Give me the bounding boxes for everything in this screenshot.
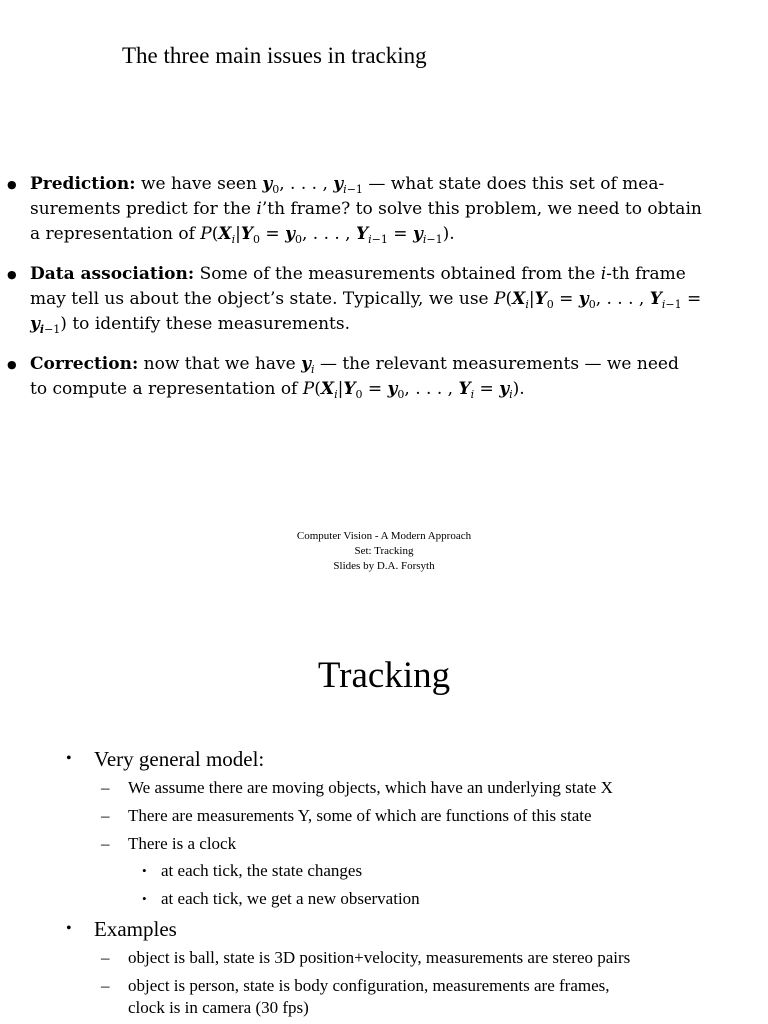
- text: surements predict for the: [30, 199, 251, 219]
- text: a representation of: [30, 224, 195, 244]
- text: clock is in camera (30 fps): [128, 998, 309, 1017]
- text: Some of the measurements obtained from the: [199, 264, 596, 284]
- text: to identify these measurements.: [72, 314, 351, 334]
- slide-footer: [0, 529, 768, 574]
- text: object is person, state is body configuration, measurements are frames,: [128, 976, 610, 995]
- bullet-general-model: [66, 747, 265, 771]
- data-association-label: Data association:: [30, 264, 195, 284]
- footer-line: Slides by D.A. Forsyth: [333, 560, 435, 572]
- bullet-icon: ●: [7, 268, 17, 281]
- text: we have seen: [140, 174, 257, 194]
- dash-icon: –: [101, 834, 110, 853]
- sub-bullet: [101, 777, 613, 799]
- text: — the relevant measurements — we need: [319, 354, 679, 374]
- math: y: [262, 174, 273, 194]
- slide-title: Tracking: [317, 655, 451, 696]
- text: to compute a representation of: [30, 379, 298, 399]
- sub-bullet-continuation: [128, 997, 309, 1019]
- text: We assume there are moving objects, which have an underlying state X: [128, 778, 613, 797]
- data-association-line-2: may tell us about the object’s state. Typically, we use $P(X_i|Y_0 = y_0$, . . . , $Y_{i-1}$ =: [30, 289, 702, 311]
- prediction-label: Prediction:: [30, 174, 136, 194]
- correction-label: Correction:: [30, 354, 139, 374]
- prediction-line-2: surements predict for the i’th frame? to solve this problem, we need to obtain: [30, 199, 702, 219]
- sub-bullet: [101, 805, 592, 827]
- correction-line-2: to compute a representation of $P(X_i|Y_0 = y_0$, . . . , $Y_i = y_i$).: [30, 379, 525, 401]
- text: Very general model:: [94, 747, 265, 771]
- text: Examples: [94, 917, 177, 941]
- prediction-line-3: a representation of $P(X_i|Y_0 = y_0$, . . . , $Y_{i-1} = y_{i-1}$).: [30, 224, 455, 246]
- bullet-icon: •: [142, 863, 147, 878]
- data-association-line-3: $y_{i-1}$) to identify these measurements.: [30, 314, 351, 336]
- dash-icon: –: [101, 948, 110, 967]
- bullet-icon: •: [66, 750, 72, 767]
- sub-bullet: [101, 975, 610, 997]
- bullet-icon: •: [66, 920, 72, 937]
- text: at each tick, the state changes: [161, 861, 363, 880]
- sub-bullet: [101, 947, 631, 969]
- text: There is a clock: [128, 834, 237, 853]
- footer-line: Set: Tracking: [354, 545, 414, 557]
- text: -th frame: [606, 264, 686, 284]
- bullet-icon: ●: [7, 178, 17, 191]
- bullet-icon: •: [142, 891, 147, 906]
- data-association-line-1: Data association: Some of the measurements obtained from the i-th frame: [30, 264, 686, 284]
- prediction-line-1: Prediction: we have seen $y_0$, . . . , $y_{i-1}$ — what state does this set of mea-: [30, 174, 665, 196]
- bullet-examples: [66, 917, 177, 941]
- sub-sub-bullet: [142, 860, 363, 882]
- bullet-icon: ●: [7, 358, 17, 371]
- text: at each tick, we get a new observation: [161, 889, 420, 908]
- sub-sub-bullet: [142, 888, 420, 910]
- sub-bullet: [101, 833, 237, 855]
- dash-icon: –: [101, 806, 110, 825]
- correction-line-1: Correction: now that we have $y_i$ — the relevant measurements — we need: [30, 354, 679, 376]
- dash-icon: –: [101, 778, 110, 797]
- text: — what state does this set of mea-: [368, 174, 665, 194]
- slide-title: The three main issues in tracking: [122, 43, 427, 68]
- math: y: [333, 174, 344, 194]
- text: ’th frame? to solve this problem, we need to obtain: [261, 199, 702, 219]
- dash-icon: –: [101, 976, 110, 995]
- text: may tell us about the object’s state. Typically, we use: [30, 289, 489, 309]
- footer-line: Computer Vision - A Modern Approach: [296, 530, 472, 542]
- text: object is ball, state is 3D position+velocity, measurements are stereo pairs: [128, 948, 631, 967]
- text: There are measurements Y, some of which are functions of this state: [128, 806, 592, 825]
- text: now that we have: [143, 354, 296, 374]
